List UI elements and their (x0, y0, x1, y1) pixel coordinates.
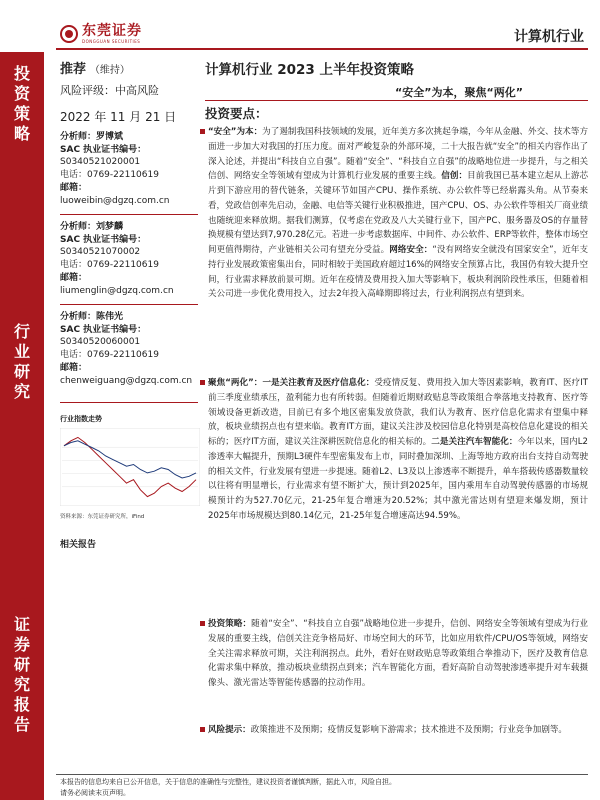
analyst-cert: S0340521070002 (60, 247, 141, 258)
para-lead: 聚焦“两化”： (208, 378, 263, 388)
bullet-icon (200, 129, 205, 134)
industry-label: 计算机行业 (514, 29, 584, 45)
company-logo (60, 22, 170, 46)
related-reports-heading[interactable]: 相关报告 (60, 540, 97, 550)
analyst-cert: S0340520060001 (60, 337, 141, 348)
risk-level: 风险评级：中高风险 (60, 84, 159, 97)
para-lead: 投资策略： (208, 619, 252, 629)
rating-label: 推荐 (60, 62, 87, 77)
analyst-cert-label: SAC 执业证书编号： (60, 144, 147, 155)
keypoints-heading: 投资要点： (205, 106, 268, 121)
para-lead: “安全”为本： (208, 127, 263, 137)
analyst-cert: S0340521020001 (60, 157, 141, 168)
paragraph-security (208, 125, 588, 302)
analyst-email[interactable]: liumenglin@dgzq.com.cn (60, 285, 174, 296)
left-sidebar (0, 52, 44, 800)
title-divider (205, 100, 588, 101)
bullet-icon (200, 727, 205, 732)
footer-note: 请务必阅读末页声明。 (60, 789, 130, 797)
bullet-icon (200, 621, 205, 626)
para-bold: 信创： (441, 171, 468, 182)
analyst-name: 分析师：陈伟光 (60, 312, 124, 322)
logo-emblem-icon (60, 25, 78, 43)
logo-name-en: DONGGUAN SECURITIES (82, 39, 141, 44)
para-text: 随着“安全”、“科技自立自强”战略地位进一步提升，信创、网络安全等领域有望成为行业发展的重要主线，信创关注竞争格局好、市场空间大的环节，比如应用软件/CPU/OS等领域，网络安全关注需求释放可期，关注利润拐点。此外，看好在财政贴息等政策组合拳推动下，医疗及教育信息化需求集中释放，推动板块业绩拐点到来；汽车智能化方面，看好高阶自动驾驶渗透率提升对车载摄像头、激光雷达等智能传感器的拉动作用。 (208, 619, 588, 688)
chart-source: 资料来源：东莞证券研究所，iFind (60, 514, 145, 520)
analyst-email[interactable]: chenweiguang@dgzq.com.cn (60, 375, 193, 386)
para-text: 今年以来，国内L2渗透率大幅提升，预期L3硬件车型密集发布上市，同时叠加深圳、上海等地方政府出台支持自动驾驶的相关文件，行业发展有望进一步提速。随着L2、L3及以上渗透率不断提升，单车搭载传感器数量较以往将有明显增长，行业需求有望不断扩大，预计到2025年，国内乘用车自动驾驶传感器的市场规模预计约为527.70亿元，21-25年复合增速为20.52%；其中激光雷达则有望迎来爆发期，预计2025年市场规模达到80.14亿元，21-25年复合增速高达94.59%。 (208, 437, 588, 521)
analyst-divider (60, 402, 198, 403)
analyst-email[interactable]: luoweibin@dgzq.com.cn (60, 195, 170, 206)
analyst-email-label: 邮箱： (60, 182, 88, 193)
logo-name: 东莞证券 (82, 23, 142, 39)
sidebar-section-strategy: 投 资 策 略 (13, 64, 30, 143)
para-text: 受疫情反复、费用投入加大等因素影响，教育IT、医疗IT前三季度业绩承压，盈利能力也有所转弱。但随着近期财政贴息等政策组合拳落地支持教育、医疗等领域设备更新改造，目前已有多个地区密集发放贷款，我们认为教育、医疗信息化需求有望集中释放，板块业绩拐点也有望来临。教育IT方面，建议关注涉及校园信息化特别是高校信息化建设的相关标的；医疗IT方面，建议关注深耕医院信息化的相关标的。 (208, 378, 589, 447)
analyst-block (60, 311, 200, 387)
rating-status: （维持） (89, 65, 130, 76)
footer-divider (56, 774, 588, 775)
footer-disclaimer: 本报告的信息均来自已公开信息，关于信息的准确性与完整性，建议投资者谨慎判断，据此入市，风险自担。 (60, 778, 396, 786)
para-lead: 风险提示： (208, 725, 251, 735)
analyst-name: 分析师：刘梦麟 (60, 222, 124, 232)
paragraph-risk (208, 723, 588, 738)
para-text: “没有网络安全就没有国家安全”，近年支持行业发展政策密集出台，同时相较于美国政府超过16%的网络安全预算占比，我国仍有较大提升空间，行业需求释放前景可期。近年在疫情及费用投入加大等影响下，板块利润阶段性承压，但随着相关公司进一步优化费用投入，过去2年投入高峰期即将过去，行业利润拐点有望到来。 (208, 245, 589, 300)
analyst-email-label: 邮箱： (60, 272, 88, 283)
analyst-cert-label: SAC 执业证书编号： (60, 324, 147, 335)
rating (60, 58, 130, 77)
para-text: 政策推进不及预期；疫情反复影响下游需求；技术推进不及预期；行业竞争加剧等。 (250, 725, 567, 735)
analyst-email-label: 邮箱： (60, 362, 88, 373)
analyst-phone: 电话：0769-22110619 (60, 170, 159, 181)
report-date: 2022 年 11 月 21 日 (60, 110, 177, 124)
analyst-phone: 电话：0769-22110619 (60, 350, 159, 361)
footer (60, 777, 590, 799)
sidebar-section-research: 行 业 研 究 (13, 322, 30, 401)
paragraph-two-focus (208, 376, 588, 524)
analyst-divider (60, 214, 198, 215)
analyst-divider (60, 304, 198, 305)
sidebar-section-report: 证 券 研 究 报 告 (13, 615, 30, 734)
para-bold: 网络安全： (389, 245, 433, 255)
page-subtitle: “安全”为本，聚焦“两化” (395, 86, 523, 99)
analyst-name: 分析师：罗博斌 (60, 132, 124, 142)
analyst-block (60, 131, 200, 207)
paragraph-strategy (208, 617, 588, 691)
chart-title: 行业指数走势 (60, 415, 102, 423)
header-divider (56, 48, 588, 50)
analyst-cert-label: SAC 执业证书编号： (60, 234, 147, 245)
para-bold: 二是关注汽车智能化： (431, 437, 518, 447)
analyst-phone: 电话：0769-22110619 (60, 260, 159, 271)
page-title: 计算机行业 2023 上半年投资策略 (205, 62, 414, 78)
para-bold: 一是关注教育及医疗信息化： (262, 378, 375, 388)
analyst-block (60, 221, 200, 297)
para-text: 目前我国已基本建立起从上游芯片到下游应用的替代链条，关键环节如国产CPU、操作系统、办公软件等已经崭露头角。从节奏来看，党政信创率先启动，金融、电信等关键行业积极推进，国产CPU、OS、办公软件等相关厂商业绩也随统迎来释放期。据我们测算，仅考虑在党政及八大关键行业下，国产PC、服务器及OS的存量替换规模有望达到7,970.28亿元。若进一步考虑数据库、中间件、办公软件、ERP等软件，整体市场空间更值得期待，产业链相关公司有望充分受益。 (208, 171, 589, 255)
para-text: 为了遏制我国科技领域的发展，近年美方多次挑起争端，今年从金融、外交、技术等方面进一步加大对我国的打压力度。面对严峻复杂的外部环境，二十大报告就“安全”的相关内容作出了深入论述，并提出“科技自立自强”。随着“安全”、“科技自立自强”的战略地位进一步提升，与之相关信创、网络安全等领域有望成为计算机行业发展的重要主线。 (208, 127, 589, 182)
index-chart (60, 428, 200, 506)
bullet-icon (200, 380, 205, 385)
